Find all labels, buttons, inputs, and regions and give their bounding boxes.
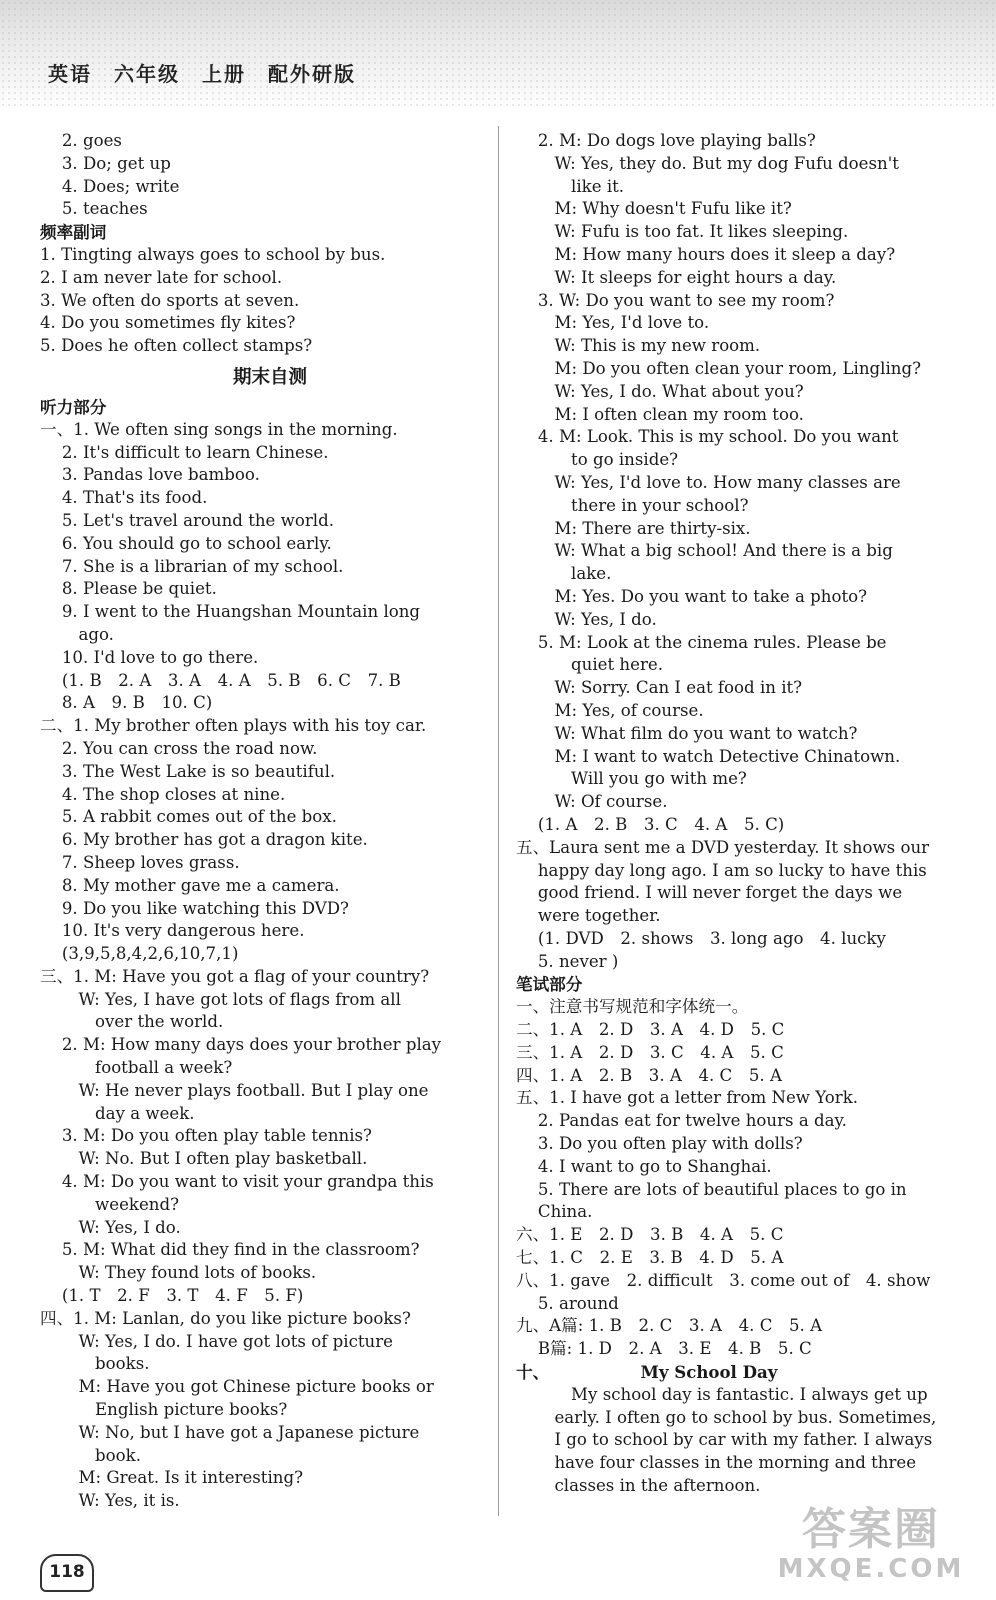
answer-line: lake. [516, 564, 612, 584]
answer-line: W: Yes, they do. But my dog Fufu doesn't [516, 153, 899, 173]
answer-line: M: Yes, I'd love to. [516, 313, 710, 333]
answer-line: M: I want to watch Detective Chinatown. [516, 746, 901, 766]
answer-line: 9. I went to the Huangshan Mountain long [40, 602, 421, 622]
answer-line: W: No, but I have got a Japanese picture [40, 1422, 420, 1442]
answer-line: to go inside? [516, 450, 679, 470]
answer-line: 4. Do you sometimes fly kites? [40, 313, 296, 333]
watermark-logo [756, 1506, 986, 1588]
answer-line: 3. Do; get up [40, 153, 171, 173]
answer-line: W: Of course. [516, 792, 668, 812]
answer-line: W: This is my new room. [516, 336, 761, 356]
answer-line: 3. The West Lake is so beautiful. [40, 761, 336, 781]
answer-line: W: Yes, it is. [40, 1491, 180, 1511]
answer-line: 五、1. I have got a letter from New York. [516, 1088, 859, 1108]
answer-line: Will you go with me? [516, 769, 747, 789]
answer-line: 3. We often do sports at seven. [40, 290, 300, 310]
answer-line: 4. M: Do you want to visit your grandpa this [40, 1172, 434, 1192]
answer-line: W: It sleeps for eight hours a day. [516, 267, 837, 287]
section-heading: 听力部分 [40, 396, 107, 417]
answer-line: I go to school by car with my father. I always [516, 1430, 933, 1450]
answer-line: 八、1. gave 2. difficult 3. come out of 4. show [516, 1270, 931, 1290]
section-heading: 笔试部分 [516, 974, 583, 995]
answer-line: 一、1. We often sing songs in the morning. [40, 419, 398, 439]
answer-line: W: They found lots of books. [40, 1263, 317, 1283]
answer-line: W: No. But I often play basketball. [40, 1149, 368, 1169]
answer-line: 六、1. E 2. D 3. B 4. A 5. C [516, 1225, 784, 1245]
answer-line: W: Yes, I do. [516, 609, 657, 629]
answer-line: were together. [516, 906, 661, 926]
answer-line: 7. She is a librarian of my school. [40, 556, 344, 576]
answer-line: 10. I'd love to go there. [40, 647, 259, 667]
answer-line: 2. M: Do dogs love playing balls? [516, 131, 816, 150]
answer-line: 七、1. C 2. E 3. B 4. D 5. A [516, 1248, 784, 1268]
answer-line: 5. Does he often collect stamps? [40, 336, 313, 356]
answer-line: 4. M: Look. This is my school. Do you want [516, 427, 899, 447]
answer-line: 4. The shop closes at nine. [40, 784, 286, 804]
answer-line: happy day long ago. I am so lucky to have this [516, 860, 927, 880]
answer-line: books. [40, 1354, 150, 1374]
column-divider [498, 126, 499, 1516]
answer-line: 8. Please be quiet. [40, 579, 217, 599]
answer-line: W: Sorry. Can I eat food in it? [516, 678, 803, 698]
left-column [40, 130, 500, 1513]
answer-line: there in your school? [516, 495, 749, 515]
answer-line: (3,9,5,8,4,2,6,10,7,1) [40, 944, 239, 964]
header-band [0, 0, 996, 110]
answer-line: M: Have you got Chinese picture books or [40, 1377, 434, 1397]
answer-line: 四、1. M: Lanlan, do you like picture books? [40, 1308, 411, 1328]
answer-line: 3. M: Do you often play table tennis? [40, 1126, 372, 1146]
answer-line: W: Yes, I'd love to. How many classes are [516, 472, 901, 492]
answer-line: football a week? [40, 1058, 233, 1078]
watermark-cn: 答案圈 [802, 1504, 940, 1555]
answer-line: good friend. I will never forget the days we [516, 883, 903, 903]
answer-line: 二、1. A 2. D 3. A 4. D 5. C [516, 1020, 785, 1040]
answer-line: 四、1. A 2. B 3. A 4. C 5. A [516, 1065, 782, 1085]
answer-line: 5. There are lots of beautiful places to go in [516, 1179, 907, 1199]
answer-line: 4. I want to go to Shanghai. [516, 1156, 772, 1176]
answer-line: 10. It's very dangerous here. [40, 921, 305, 941]
answer-line: W: Yes, I do. What about you? [516, 381, 804, 401]
answer-line: 2. M: How many days does your brother play [40, 1035, 442, 1055]
page-header-title: 英语 六年级 上册 配外研版 [48, 62, 356, 86]
answer-line: 二、1. My brother often plays with his toy car. [40, 716, 427, 736]
section-title: 期末自测 [232, 366, 307, 388]
page-number: 118 [40, 1554, 94, 1592]
answer-line: (1. T 2. F 3. T 4. F 5. F) [40, 1286, 304, 1306]
answer-line: My school day is fantastic. I always get up [516, 1384, 928, 1404]
answer-line: 2. I am never late for school. [40, 267, 283, 287]
answer-line: early. I often go to school by bus. Sometimes, [516, 1407, 937, 1427]
right-column [516, 130, 966, 1498]
answer-line: W: Yes, I have got lots of flags from all [40, 989, 401, 1009]
answer-line: 三、1. M: Have you got a flag of your country? [40, 966, 430, 986]
answer-line: (1. DVD 2. shows 3. long ago 4. lucky [516, 928, 886, 948]
section-heading: 频率副词 [40, 222, 107, 243]
answer-line: 2. You can cross the road now. [40, 738, 318, 758]
answer-line: 3. Do you often play with dolls? [516, 1134, 803, 1154]
answer-line: 九、A篇: 1. B 2. C 3. A 4. C 5. A [516, 1316, 823, 1336]
answer-line: W: Fufu is too fat. It likes sleeping. [516, 222, 849, 242]
answer-line: 5. M: Look at the cinema rules. Please be [516, 632, 887, 652]
answer-line: 6. My brother has got a dragon kite. [40, 830, 368, 850]
answer-line: M: I often clean my room too. [516, 404, 804, 424]
answer-line: W: What a big school! And there is a big [516, 541, 893, 561]
section-heading: 十、 My School Day [516, 1362, 778, 1383]
answer-line: English picture books? [40, 1400, 288, 1420]
answer-line: M: Great. Is it interesting? [40, 1468, 303, 1488]
answer-line: book. [40, 1445, 141, 1465]
answer-line: 5. teaches [40, 199, 148, 219]
watermark-en: MXQE.COM [777, 1554, 965, 1584]
answer-line: M: Yes. Do you want to take a photo? [516, 586, 868, 606]
answer-line: 5. around [516, 1293, 619, 1313]
answer-line: 五、Laura sent me a DVD yesterday. It shows our [516, 837, 930, 857]
answer-line: 6. You should go to school early. [40, 533, 332, 553]
answer-line: 3. W: Do you want to see my room? [516, 290, 835, 310]
answer-line: over the world. [40, 1012, 224, 1032]
answer-line: day a week. [40, 1103, 195, 1123]
answer-line: 3. Pandas love bamboo. [40, 465, 260, 485]
answer-line: W: He never plays football. But I play one [40, 1080, 429, 1100]
answer-line: 2. Pandas eat for twelve hours a day. [516, 1111, 847, 1131]
answer-line: 4. That's its food. [40, 488, 208, 508]
answer-line: M: Yes, of course. [516, 700, 704, 720]
answer-line: W: What film do you want to watch? [516, 723, 858, 743]
answer-line: quiet here. [516, 655, 663, 675]
answer-line: W: Yes, I do. I have got lots of picture [40, 1331, 393, 1351]
answer-line: M: Why doesn't Fufu like it? [516, 199, 792, 219]
answer-line: 一、注意书写规范和字体统一。 [516, 997, 749, 1017]
answer-line: 1. Tingting always goes to school by bus. [40, 244, 386, 264]
answer-line: M: Do you often clean your room, Lingling? [516, 358, 921, 378]
answer-line: (1. B 2. A 3. A 4. A 5. B 6. C 7. B [40, 670, 401, 690]
answer-line: 三、1. A 2. D 3. C 4. A 5. C [516, 1042, 784, 1062]
answer-line: 2. goes [40, 131, 122, 150]
answer-line: M: How many hours does it sleep a day? [516, 244, 896, 264]
answer-line: (1. A 2. B 3. C 4. A 5. C) [516, 814, 785, 834]
answer-line: China. [516, 1202, 593, 1222]
answer-line: B篇: 1. D 2. A 3. E 4. B 5. C [516, 1339, 812, 1359]
answer-line: 5. M: What did they find in the classroom? [40, 1240, 420, 1260]
answer-line: M: There are thirty-six. [516, 518, 751, 538]
answer-line: like it. [516, 176, 625, 196]
answer-line: 8. My mother gave me a camera. [40, 875, 340, 895]
answer-line: weekend? [40, 1194, 179, 1214]
answer-line: 9. Do you like watching this DVD? [40, 898, 349, 918]
answer-line: 8. A 9. B 10. C) [40, 693, 213, 713]
answer-line: ago. [40, 624, 114, 644]
answer-line: 4. Does; write [40, 176, 180, 196]
answer-line: have four classes in the morning and three [516, 1453, 917, 1473]
answer-line: 5. never ) [516, 951, 619, 971]
answer-line: 5. Let's travel around the world. [40, 510, 334, 530]
answer-line: W: Yes, I do. [40, 1217, 181, 1237]
answer-line: 7. Sheep loves grass. [40, 852, 240, 872]
answer-line: classes in the afternoon. [516, 1476, 761, 1496]
answer-line: 2. It's difficult to learn Chinese. [40, 442, 329, 462]
answer-line: 5. A rabbit comes out of the box. [40, 807, 337, 827]
